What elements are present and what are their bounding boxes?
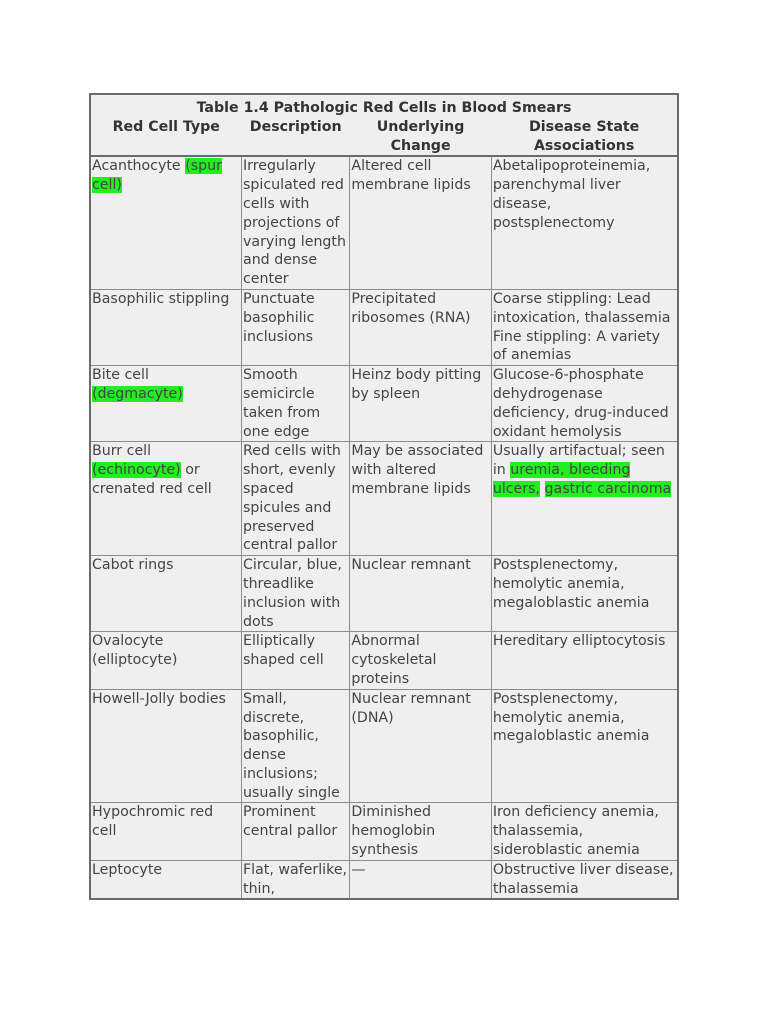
- cell-text: or crenated red cell: [92, 462, 212, 497]
- disease-paragraph: [493, 157, 677, 232]
- cell-underlying-change: Heinz body pitting by spleen: [350, 366, 491, 442]
- cell-disease-state: [491, 632, 678, 689]
- cell-underlying-change: Nuclear remnant: [350, 556, 491, 632]
- disease-paragraph: [493, 861, 677, 899]
- cell-underlying-change: —: [350, 860, 491, 899]
- cell-text: Postsplenectomy, hemolytic anemia, megaloblastic anemia: [492, 557, 650, 611]
- table-row: [90, 442, 678, 556]
- cell-description: Small, discrete, basophilic, dense inclusions; usually single: [242, 689, 350, 803]
- cell-disease-state: [491, 289, 678, 365]
- cell-disease-state: [491, 442, 678, 556]
- disease-paragraph: [493, 803, 677, 859]
- table-row: [90, 632, 678, 689]
- cell-description: Punctuate basophilic inclusions: [242, 289, 350, 365]
- column-header-description: Description: [242, 118, 350, 157]
- cell-text: Basophilic stippling: [92, 290, 230, 307]
- table-row: [90, 689, 678, 803]
- disease-paragraph: [493, 290, 677, 328]
- table-caption: Table 1.4 Pathologic Red Cells in Blood Smears: [90, 94, 678, 118]
- cell-red-cell-type: [90, 556, 242, 632]
- cell-description: Elliptically shaped cell: [242, 632, 350, 689]
- cell-text: Bite cell: [92, 367, 149, 384]
- cell-text: Iron deficiency anemia, thalassemia, sideroblastic anemia: [492, 804, 659, 859]
- table-row: [90, 860, 678, 899]
- column-header-red-cell-type: Red Cell Type: [90, 118, 242, 157]
- cell-text: Abetalipoproteinemia, parenchymal liver disease, postsplenectomy: [492, 158, 651, 231]
- cell-description: Prominent central pallor: [242, 803, 350, 860]
- highlighted-text: (spur cell): [92, 158, 222, 194]
- disease-paragraph: [493, 442, 677, 498]
- disease-paragraph: [493, 632, 677, 651]
- highlighted-text: uremia, bleeding ulcers,: [492, 462, 631, 497]
- cell-underlying-change: Precipitated ribosomes (RNA): [350, 289, 491, 365]
- cell-text: Acanthocyte: [92, 158, 186, 175]
- column-header-disease-state-associations: Disease State Associations: [491, 118, 678, 157]
- cell-text: Ovalocyte (elliptocyte): [92, 633, 178, 669]
- cell-text: Burr cell: [92, 443, 152, 460]
- highlighted-text: (degmacyte): [92, 385, 183, 402]
- cell-red-cell-type: [90, 803, 242, 860]
- table-row: [90, 366, 678, 442]
- cell-underlying-change: May be associated with altered membrane lipids: [350, 442, 491, 556]
- cell-disease-state: [491, 556, 678, 632]
- highlighted-text: gastric carcinoma: [544, 480, 672, 497]
- disease-paragraph: [493, 328, 677, 366]
- cell-red-cell-type: [90, 632, 242, 689]
- cell-red-cell-type: [90, 860, 242, 899]
- pathologic-red-cells-table: [89, 93, 679, 900]
- table-row: [90, 289, 678, 365]
- cell-disease-state: [491, 803, 678, 860]
- cell-disease-state: [491, 366, 678, 442]
- cell-text: Hereditary elliptocytosis: [492, 633, 666, 650]
- cell-underlying-change: Abnormal cytoskeletal proteins: [350, 632, 491, 689]
- table-row: [90, 803, 678, 860]
- cell-underlying-change: Diminished hemoglobin synthesis: [350, 803, 491, 860]
- cell-red-cell-type: [90, 442, 242, 556]
- cell-text: Obstructive liver disease, thalassemia: [492, 861, 674, 897]
- cell-text: Usually artifactual; seen in: [492, 443, 665, 479]
- cell-disease-state: [491, 156, 678, 289]
- disease-paragraph: [493, 556, 677, 612]
- cell-red-cell-type: [90, 289, 242, 365]
- cell-description: Circular, blue, threadlike inclusion with dots: [242, 556, 350, 632]
- cell-disease-state: [491, 689, 678, 803]
- cell-underlying-change: Altered cell membrane lipids: [350, 156, 491, 289]
- table-row: [90, 156, 678, 289]
- disease-paragraph: [493, 690, 677, 746]
- cell-description: Smooth semicircle taken from one edge: [242, 366, 350, 442]
- disease-paragraph: [493, 366, 677, 441]
- column-header-underlying-change: Underlying Change: [350, 118, 491, 157]
- cell-text: Leptocyte: [92, 861, 163, 878]
- cell-text: Glucose-6-phosphate dehydrogenase deficiency, drug-induced oxidant hemolysis: [492, 367, 669, 440]
- cell-text: Cabot rings: [92, 557, 174, 574]
- cell-text: Postsplenectomy, hemolytic anemia, megaloblastic anemia: [492, 690, 650, 745]
- cell-red-cell-type: [90, 366, 242, 442]
- cell-text: Coarse stippling: Lead intoxication, thalassemia: [492, 290, 671, 326]
- cell-underlying-change: Nuclear remnant (DNA): [350, 689, 491, 803]
- highlighted-text: (echinocyte): [92, 462, 181, 479]
- cell-red-cell-type: [90, 156, 242, 289]
- cell-description: Irregularly spiculated red cells with projections of varying length and dense center: [242, 156, 350, 289]
- cell-red-cell-type: [90, 689, 242, 803]
- table-row: [90, 556, 678, 632]
- table-body: [90, 156, 678, 899]
- cell-description: Red cells with short, evenly spaced spicules and preserved central pallor: [242, 442, 350, 556]
- cell-text: Fine stippling: A variety of anemias: [492, 328, 660, 364]
- cell-description: Flat, waferlike, thin,: [242, 860, 350, 899]
- cell-text: [540, 481, 545, 497]
- cell-disease-state: [491, 860, 678, 899]
- cell-text: Howell-Jolly bodies: [92, 690, 226, 707]
- cell-text: Hypochromic red cell: [92, 804, 214, 840]
